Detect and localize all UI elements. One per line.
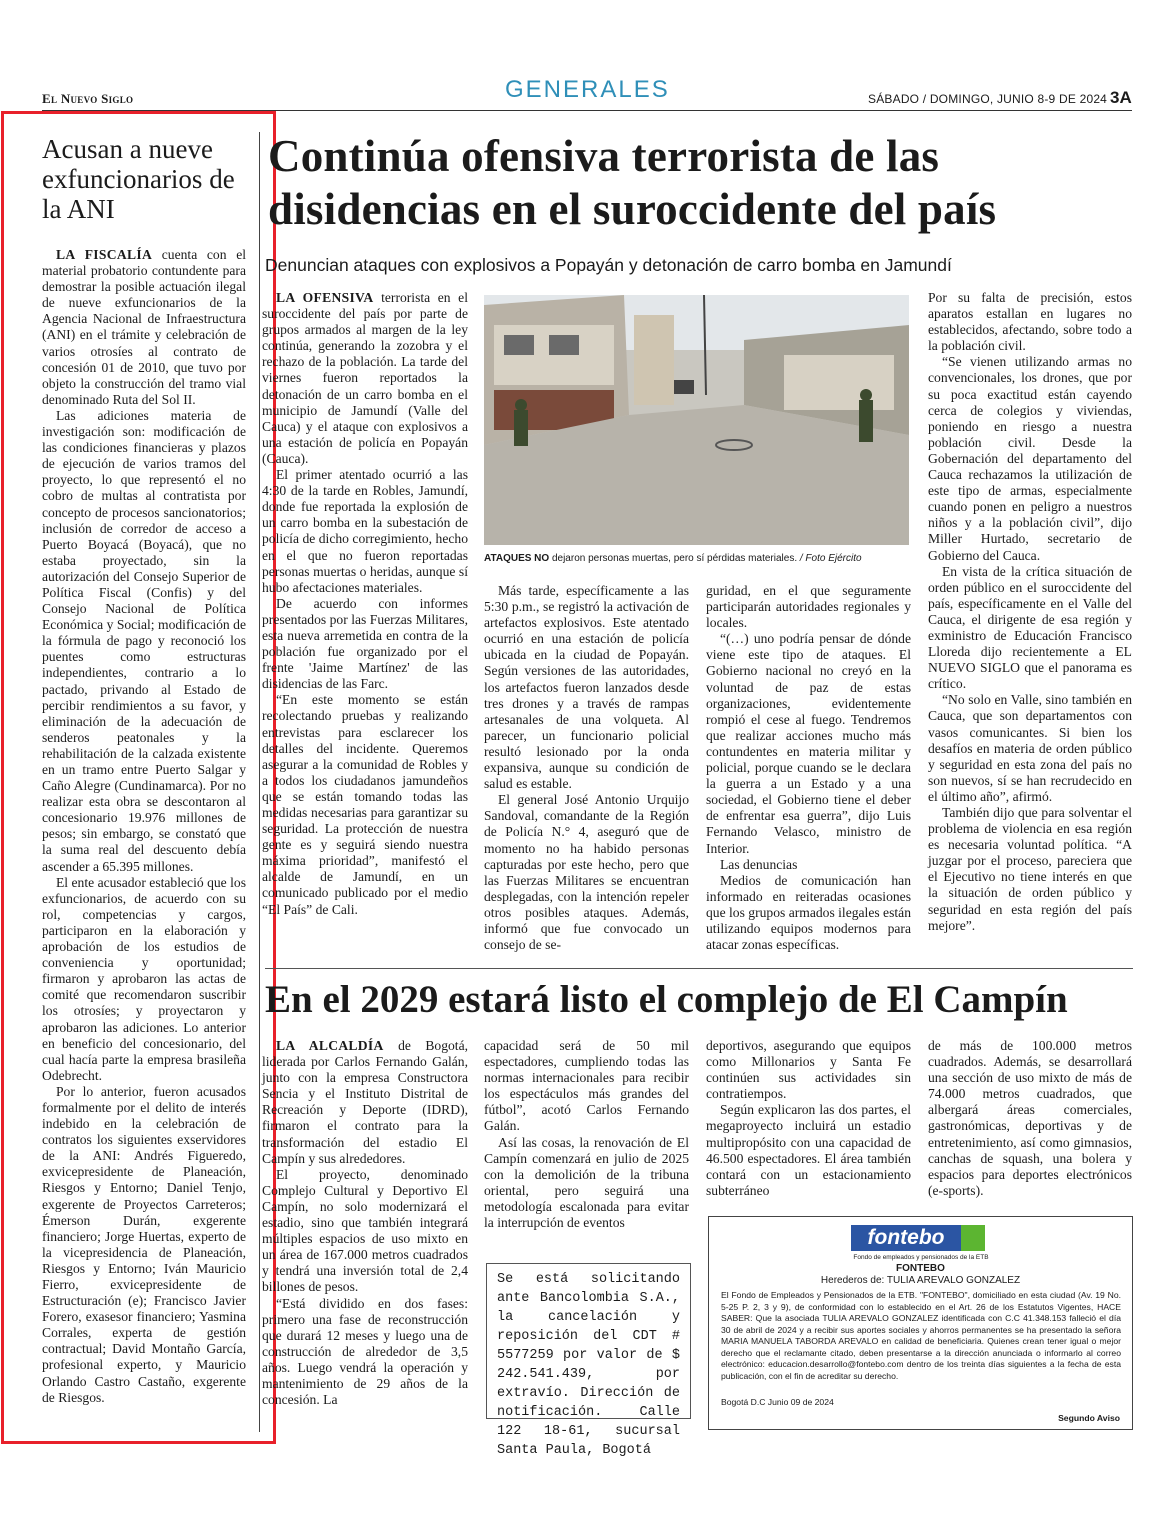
story1-col3-subhead: Las denuncias — [720, 856, 798, 872]
story1-headline: Continúa ofensiva terrorista de las disidencias en el suroccidente del país — [268, 131, 997, 234]
classified-notice: Se está solicitando ante Bancolombia S.A., la cancelación y reposición del CDT # 5577259 por valor de $ 242.541.439, por extravío. Dirección de notificación. Calle 122 18-61, sucursal Santa Paula, Bogotá — [486, 1263, 691, 1419]
fontebo-logo-text: fontebo — [851, 1225, 961, 1251]
photo-caption — [484, 553, 914, 564]
sidebar-p4: Por lo anterior, fueron acusados formalmente por el delito de interés indebido en la celebración de contratos los siguientes exservidores de la ANI: Andrés Figueredo, exvicepresidente de Planeación, Riesgos y Entorno; Daniel Tenjo, exgerente de Proyectos Carreteros; Émerson Durán, exgerente financiero; Jorge Huertas, experto de la vicepresidencia de Planeación, Riesgos y Entorno; Iván Mauricio Fierro, exvicepresidente de Estructuración (e); Francisco Javier Forero, exasesor financiero; Yasmina Corrales, experta de gestión contractual; David Montaño García, profesional experto, y Mauricio Orlando Castro Castaño, exgerente de Riesgos. — [42, 1083, 246, 1405]
story2-col1 — [262, 1038, 468, 1408]
masthead: El Nuevo Siglo — [42, 91, 134, 106]
dateline: SÁBADO / DOMINGO, JUNIO 8-9 DE 2024 — [868, 92, 1108, 106]
ad-date: Bogotá D.C Junio 09 de 2024 — [721, 1397, 834, 1407]
story2-col1-p2: El proyecto, denominado Complejo Cultural y Deportivo El Campín, no solo modernizará el estadio, sino que también integrará múltiples espacios de uso mixto en un área de 167.000 metros cuadrados y tendrá una inversión total de 2,4 billones de pesos. — [262, 1166, 468, 1295]
story1-col4-p3: En vista de la crítica situación de orden público en el suroccidente del país, específicamente en el Valle del Cauca, el dirigente de esa región y exministro de Educación Francisco Lloreda dijo recientemente a EL NUEVO SIGLO que el panorama es crítico. — [928, 563, 1132, 692]
story1-col1-p1: terrorista en el suroccidente del país por parte de grupos armados al margen de la ley continúa, generando la zozobra y el rechazo de la población. La tarde del viernes fueron reportados la detonación de un carro bomba en el municipio de Jamundí (Valle del Cauca) y el ataque con explosivos a una estación de policía en Popayán (Cauca). — [262, 290, 468, 466]
sidebar-p1: cuenta con el material probatorio contundente para demostrar la posible actuación ilegal de nueve exfuncionarios de la Agencia Nacional de Infraestructura (ANI) en el trámite y celebración de varios otrosíes al contrato de concesión 01 de 2010, que tuvo por objeto la construcción del tramo vial denominado Ruta del Sol II. — [42, 247, 247, 407]
story2-col4 — [928, 1038, 1132, 1199]
ad-title: FONTEBO — [896, 1263, 945, 1274]
story1-col2-p2: El general José Antonio Urquijo Sandoval, comandante de la Región de Policía N.° 4, aseguró que de momento no ha habido personas capturadas por este hecho, pero que las Fuerzas Militares se encuentran desplegadas, con la intención repeler otros posibles ataques. Además, informó que fue convocado un consejo de se- — [484, 792, 689, 953]
story1-col4 — [928, 290, 1132, 934]
caption-text: dejaron personas muertas, pero sí pérdidas materiales. — [549, 553, 798, 564]
sidebar-divider — [259, 132, 260, 1432]
story1-col2-p1: Más tarde, específicamente a las 5:30 p.m., se registró la activación de artefactos explosivos. Este atentado ocurrió en una estación de policía ubicada en la ciudad de Popayán. Según versiones de las autoridades, los artefactos fueron lanzados desde tres drones y a través de rampas artesanales de una volqueta. Al parecer, un funcionario policial resultó lesionado por la onda expansiva, aunque su condición de salud es estable. — [484, 583, 689, 792]
story2-col1-p1: de Bogotá, liderada por Carlos Fernando Galán, junto con la empresa Constructora Sencia y el Instituto Distrital de Recreación y Deporte (IDRD), firmaron el contrato para la transformación del estadio El Campín y sus alrededores. — [262, 1038, 469, 1166]
ad-footer: Segundo Aviso — [1058, 1413, 1120, 1423]
story1-col3-p2: “(…) uno podría pensar de dónde viene este tipo de ataques. El Gobierno nacional no creyó en la voluntad de paz de estas organizaciones, evidentemente rompió el cese al fuego. Tendremos que realizar acciones mucho más contundentes en materia militar y policial, porque cuando se le declara la guerra a un Estado y a una sociedad, el Gobierno tiene el deber de enfrentar esa guerra”, dijo Luis Fernando Velasco, ministro de Interior. — [706, 631, 911, 856]
sidebar-p2: Las adiciones materia de investigación son: modificación de las condiciones financieras y plazos de ejecución de varios tramos del proyecto, lo que representó el no cobro de multas al contratista por concepto de procesos sancionatorios; inclusión de corredor de acceso a Puerto Boyacá (Boyacá), que no estaba proyectado, sin la autorización del Consejo Superior de Política Fiscal (Confis) y del Consejo Nacional de Política Económica y Social; modificación de la fórmula de pago y reconoció los puentes como estructuras independientes, contrario a lo pactado, privando al Estado de percibir rendimientos a su favor, y eliminación de la adecuación de senderos peatonales y la rehabilitación de la calzada existente en un tramo entre Puerto Salgar y Caño Alegre (Cundinamarca). Por no realizar esta obra se descontaron al concesionario 19.976 millones de pesos; sin embargo, se constató que la suma real del descuento debía ascender a 65.395 millones. — [42, 407, 246, 874]
caption-credit: / Foto Ejército — [797, 553, 862, 564]
story1-col1 — [262, 290, 468, 918]
sidebar-body — [42, 247, 246, 1406]
section-title: GENERALES — [505, 76, 670, 103]
story1-col2 — [484, 583, 689, 953]
story2-col2-p1: capacidad será de 50 mil espectadores, cumpliendo todas las normas internacionales para recibir los espectáculos más grandes del fútbol”, acotó Carlos Fernando Galán. — [484, 1038, 689, 1134]
story1-col3 — [706, 583, 911, 953]
street-scene-image — [484, 295, 909, 545]
ad-heirs: Herederos de: TULIA AREVALO GONZALEZ — [820, 1275, 1021, 1286]
fontebo-ad — [708, 1216, 1133, 1430]
story2-col1-p3: “Está dividido en dos fases: primero una fase de reconstrucción que durará 12 meses y luego una de construcción de alrededor de 3,5 años. Luego vendrá la operación y mantenimiento de 29 años de la concesión. La — [262, 1295, 468, 1408]
page-number: 3A — [1110, 88, 1132, 107]
story2-col3 — [706, 1038, 911, 1199]
story2-lead: LA ALCALDÍA — [276, 1038, 384, 1053]
story1-col3-p1: guridad, en el que seguramente participarán autoridades regionales y locales. — [706, 583, 911, 631]
fontebo-logo-mark — [961, 1225, 985, 1251]
story1-col1-p4: “En este momento se están recolectando pruebas y realizando entrevistas para esclarecer los detalles del incidente. Queremos asegurar a la comunidad de Robles y a todos los ciudadanos jamundeños que se están tomando todas las medidas necesarias para garantizar su seguridad. La protección de nuestra gente es y seguirá siendo nuestra máxima prioridad”, manifestó el alcalde de Jamundí, en un comunicado publicado por el medio “El País” de Cali. — [262, 692, 468, 917]
story2-headline: En el 2029 estará listo el complejo de El Campín — [265, 978, 1068, 1021]
fontebo-logo — [851, 1225, 991, 1261]
sidebar-headline: Acusan a nueve exfuncionarios de la ANI — [42, 134, 235, 224]
story1-col3-p3: Medios de comunicación han informado en reiteradas ocasiones que los grupos armados ilegales están utilizando equipos modernos para atacar zonas específicas. — [706, 872, 911, 953]
story1-col4-p1: Por su falta de precisión, estos aparatos estallan en lugares no establecidos, afectando, sobre todo a la población civil. — [928, 290, 1132, 354]
ad-body: El Fondo de Empleados y Pensionados de la ETB. "FONTEBO", domiciliado en esta ciudad (Av. 19 No. 5-25 P. 2, 3 y 9), de conformidad con lo establecido en el Art. 26 de los Estatutos Vigentes, HACE SABER: Que la asociada TULIA AREVALO GONZALEZ identificada con C.C 41.348.153 falleció el día 30 de abril de 2024 y a recibir sus aportes sociales y ahorros permanentes se ha presentado la señora MARIA MANUELA TABORDA AREVALO en calidad de beneficiaria. Quienes crean tener igual o mejor derecho que el reclamante citado, deben presentarse a la dirección anunciada o informarlo al correo electrónico: educacion.desarrollo@fontebo.com dentro de los treinta días siguientes a la fecha de esta publicación, con el fin de acreditar su derecho. — [721, 1290, 1121, 1381]
story1-col4-p2: “Se vienen utilizando armas no convencionales, los drones, que por su poca exactitud están cayendo cerca de colegios y viviendas, poniendo en riesgo a nuestra población civil. Desde la Gobernación del departamento del Cauca rechazamos la utilización de este tipo de armas, especialmente cuando ponen en peligro a nuestros niños y a la población civil”, dijo Miller Hurtado, secretario de Gobierno del Cauca. — [928, 354, 1132, 563]
story2-col2 — [484, 1038, 689, 1231]
story1-col1-p3: De acuerdo con informes presentados por las Fuerzas Militares, esta nueva arremetida en contra de la población fue organizado por el frente 'Jaime Martínez' de las disidencias de las Farc. — [262, 595, 468, 692]
story2-col3-p1: deportivos, asegurando que equipos como Millonarios y Santa Fe continúen sus actividades sin contratiempos. — [706, 1038, 911, 1102]
sidebar-lead: LA FISCALÍA — [56, 247, 153, 262]
story1-col1-p2: El primer atentado ocurrió a las 4:30 de la tarde en Robles, Jamundí, donde fue reportada la explosión de un carro bomba en la subestación de policía de dicho corregimiento, hecho en el que no fueron reportadas personas muertas o heridas, aunque sí hubo afectaciones materiales. — [262, 467, 468, 595]
story2-col4-p1: de más de 100.000 metros cuadrados. Además, se desarrollará una sección de uso mixto de más de 74.000 metros cuadrados, que albergará áreas comerciales, gastronómicas, deportivas y de entretenimiento, así como gimnasios, canchas de squash, una bolera y espacios para deportes electrónicos (e-sports). — [928, 1038, 1132, 1198]
story2-col2-p2: Así las cosas, la renovación de El Campín comenzará en julio de 2025 con la demolición de la tribuna oriental, pero seguirá una metodología escalonada para evitar la interrupción de eventos — [484, 1134, 689, 1231]
sidebar-p3: El ente acusador estableció que los exfuncionarios, de acuerdo con su rol, competencias y cargos, participaron en la elaboración y aprobación de los estudios de conveniencia y oportunidad; firmaron y aprobaron las actas de comité que recomendaron suscribir los otrosíes; y proyectaron y aprobaron las adiciones. Lo anterior en beneficio del concesionario, del cual hacía parte la empresa brasileña Odebrecht. — [42, 874, 246, 1083]
news-photo — [484, 295, 909, 545]
caption-bold: ATAQUES NO — [484, 553, 550, 564]
story1-col4-p5: También dijo que para solventar el problema de violencia en esa región es necesaria voluntad política. “A juzgar por el proceso, pareciera que el Ejecutivo no tiene interés en que la situación de orden público y seguridad en esta región del país mejore”. — [928, 805, 1132, 933]
story-divider — [265, 968, 1133, 969]
fontebo-tagline: Fondo de empleados y pensionados de la ETB — [853, 1254, 989, 1261]
story1-lead: LA OFENSIVA — [276, 290, 374, 305]
story1-dek: Denuncian ataques con explosivos a Popayán y detonación de carro bomba en Jamundí — [265, 255, 952, 275]
story1-col4-p4: “No solo en Valle, sino también en Cauca, que son departamentos con vasos comunicantes. Si bien los desafíos en materia de orden público y seguridad en esta zona del país no son nuevos, sí se han recrudecido en el último año”, afirmó. — [928, 692, 1132, 804]
story2-col3-p2: Según explicaron las dos partes, el megaproyecto incluirá un estadio multipropósito con una capacidad de 46.500 espectadores. El área también contará con un estacionamiento subterráneo — [706, 1102, 911, 1198]
